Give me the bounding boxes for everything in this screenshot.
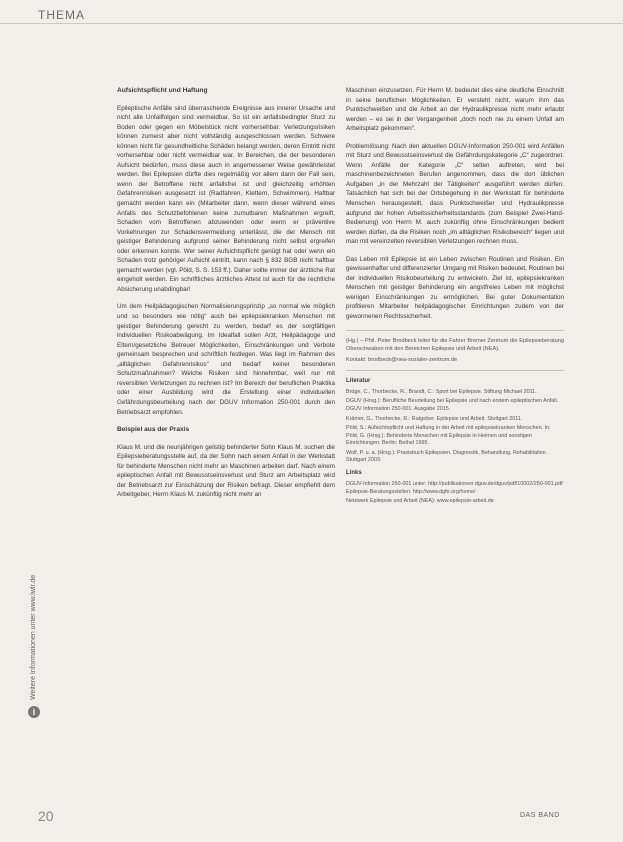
link-item[interactable]: Epilepsie-Beratungsstellen: http://www.dgfe.org/home/ [346, 489, 476, 496]
right-column [346, 86, 564, 506]
link-item[interactable]: DGUV-Information 250-001 unter: http://publikationen.dguv.de/dguv/pdf/10002/250-001.pdf [346, 480, 563, 487]
paragraph: Maschinen einzusetzen. Für Herrn M. bedeutet dies eine deutliche Einschnitt in seine beruflichen Möglichkeiten. Er versteht nicht, warum ihm das Punktschweißen und die Arbeit an der Hydraulikpresse nicht mehr erlaubt werden – es sei in der Vergangenheit „doch noch nie zu einem Unfall am Arbeitsplatz gekommen“. [346, 87, 564, 133]
paragraph: Problemlösung: Nach den aktuellen DGUV-Information 250-001 wird Anfällen mit Sturz und Bewusstseinsverlust die Gefährdungskategorie „C“ zugeordnet. Wenn Anfälle der Kategorie „C“ selten auftreten, wird bei maschinenbezeichneten Berufen angenommen, dass die dort üblichen Aufgaben „in der Mehrzahl der Tätigkeiten“ ausgeführt werden dürfen. Tatsächlich hat sich bei der Ortsbegehung in der Werkstatt für behinderte Menschen herausgestellt, dass Punktschweißer und Hydraulikpresse aufgrund der hohen Arbeitssicherheitsstandards (zum Beispiel Zwei-Hand-Bedienung) von Herrn M. auch zukünftig ohne Einschränkungen bedient werden dürfen, da die Risiken noch „im alltäglichen Risikobereich“ liegen und man mit vereinzelten reversiblen Verletzungen rechnen muss. [346, 142, 564, 246]
author-info: (Hg.) – Phil. Peter Brodbeck leitet für die Fahrer Bremer Zentrum die Epilepsieberatung Oberschwaben mit den Bereichen Epilepsie und Arbeit (NEA). [346, 337, 564, 352]
literature-item: DGUV (Hrsg.): Berufliche Beurteilung bei Epilepsie und nach erstem epileptischen Anfall. DGUV Information 250-001. Ausgabe 2015. [346, 398, 559, 412]
heading-aufsichtspflicht: Aufsichtspflicht und Haftung [117, 87, 208, 94]
literature-item: Brüge, C., Thorbecke, R., Brandt, C.: Sport bei Epilepsie. Stiftung Michael 2011. [346, 388, 537, 395]
heading-beispiel: Beispiel aus der Praxis [117, 426, 190, 434]
literature-item: Pöld, S.: Aufsichtspflicht und Haftung in der Arbeit mit epilepsiekranken Menschen. In: Pöld, G. (Hrsg.): Behinderte Menschen mit Epilepsie in Heimen und sonstigen Einrichtungen. Berlin: Bethel 1995. [346, 425, 551, 447]
author-box [346, 337, 564, 365]
divider [346, 370, 564, 371]
paragraph: Epileptische Anfälle sind überraschende Ereignisse aus innerer Ursache und nicht alle Unfallfolgen sind vermeidbar. So ist ein anfallsbedingter Sturz zu Boden oder gegen ein Möbelstück nicht vorhersehbar. Verletzungsrisiken können zumeist aber nicht vollständig ausgeschlossen werden. Schwere können nicht für gesundheitliche Schäden belangt werden, deren Eintritt nicht vorhersehbar oder nicht vermeidbar war. In Bereichen, die der besonderen Aufsicht bedürfen, muss diese auch in angemessener Weise gewährleistet werden. Bei Epilepsien dürfte dies regelmäßig vor allem dann der Fall sein, wenn der Betroffene nicht anfallsfrei ist und gleichzeitig erhöhten Gefahrenrisiken ausgesetzt ist (Radfahren, Klettern, Schwimmen). Haftbar gemacht werden kann ein (Mitarbeiter dann, wenn dieser während eines Anfalls des Schutzbefohlenen keine zumutbaren Maßnahmen ergreift, Schaden vom Betroffenen abzuwenden oder wenn er präventive Vorkehrungen zur Schadensvermeidung unterlässt, die der Mensch mit geistiger Behinderung aufgrund seiner Behinderung nicht selbst ergreifen oder erkennen konnte. Wer seiner Aufsichtspflicht genügt hat oder wenn ein Schaden trotz gehöriger Aufsicht eintritt, kann nach § 832 BGB nicht haftbar gemacht werden (vgl. Pöld, S. S. 153 ff.). Daher sollte immer der ärztliche Rat eingeholt werden. Ein schriftliches ärztliches Attest ist auch für die rechtliche Absicherung unabdingbar! [117, 104, 335, 293]
links-heading: Links [346, 470, 362, 477]
divider [346, 330, 564, 331]
link-item[interactable]: Netzwerk Epilepsie und Arbeit (NEA): www.epilepsie-arbeit.de [346, 497, 494, 504]
section-header: THEMA [38, 8, 85, 22]
paragraph: Das Leben mit Epilepsie ist ein Leben zwischen Routinen und Risiken. Ein gewissenhafter und differenzierter Umgang mit Risiken bedeutet, Routinen bei der individuellen Risikobeurteilung zu entwickeln. Ziel ist, epilepsiekranken Menschen mit geistiger Behinderung ein angstfreies Leben mit möglichst wenigen Einschränkungen zu ermöglichen. Bei guter Dokumentation profitieren Mitarbeiter heilpädagogischer Einrichtungen zudem von der gewonnenen Rechtssicherheit. [346, 255, 564, 321]
page-number: 20 [38, 808, 54, 824]
paragraph: Klaus M. und die neunjährigen gelistig behinderter Sohn Klaus M. suchen die Epilepsieberatungsstelle auf, da der Sohn nach einem Anfall in der Werkstatt für behinderte Menschen nicht mehr an Maschinen arbeiten darf. Nach einem epileptischen Anfall mit Bewusstseinsverlust und Sturz am Arbeitsplatz wird der Betriebsarzt zur Einschätzung der Risiken befragt. Dieser empfiehlt dem Arbeitgeber, Herrn Klaus M. zukünftig nicht mehr an [117, 443, 335, 499]
left-column [117, 86, 335, 508]
magazine-name: DAS BAND [520, 812, 560, 819]
links-list [346, 481, 564, 506]
info-icon: i [28, 706, 40, 718]
header-divider [0, 23, 623, 24]
sidebar-vertical-text: Weitere Informationen unter www.lwlr.de [30, 574, 37, 700]
author-contact: Kontakt: brodbeck@nea-sozialer-zentrum.de [346, 356, 458, 363]
literature-item: Wolf, P. u. a. (Hrsg.): Praxisbuch Epilepsien. Diagnostik, Behandlung, Rehabilitation. Stuttgart 2003. [346, 449, 548, 464]
paragraph: Um dem Heilpädagogischen Normalisierungsprinzip „so normal wie möglich und so besonders wie nötig“ auch bei epilepsiekranken Menschen mit geistiger Behinderung gerecht zu werden, bedarf es der sorgfältigen individuellen Risikoabwägung. Im Idealfall sollen Arzt, Heilpädagoge und Eltern/gesetzliche Betreuer Möglichkeiten, Einschränkungen und Verbote gemeinsam besprechen und schriftlich festlegen. Was liegt im Rahmen des „alltäglichen Gefahrenrisikos“ und bedarf keiner besonderen Schutzmaßnahmen? Welche Risiken sind hinnehmbar, weil nur mit reversiblen Verletzungen zu rechnen ist? Im Bereich der beruflichen Praktika oder einer Ausbildung wird die Erstellung einer individuellen Gefährdungsbeurteilung nach der DGUV Information 250-001 durch den Betriebsarzt empfohlen. [117, 303, 335, 416]
literature-list [346, 389, 564, 465]
literature-heading: Literatur [346, 378, 371, 385]
literature-item: Krämer, G., Thorbecke, R.: Ratgeber. Epilepsie und Arbeit. Stuttgart 2011. [346, 415, 523, 422]
